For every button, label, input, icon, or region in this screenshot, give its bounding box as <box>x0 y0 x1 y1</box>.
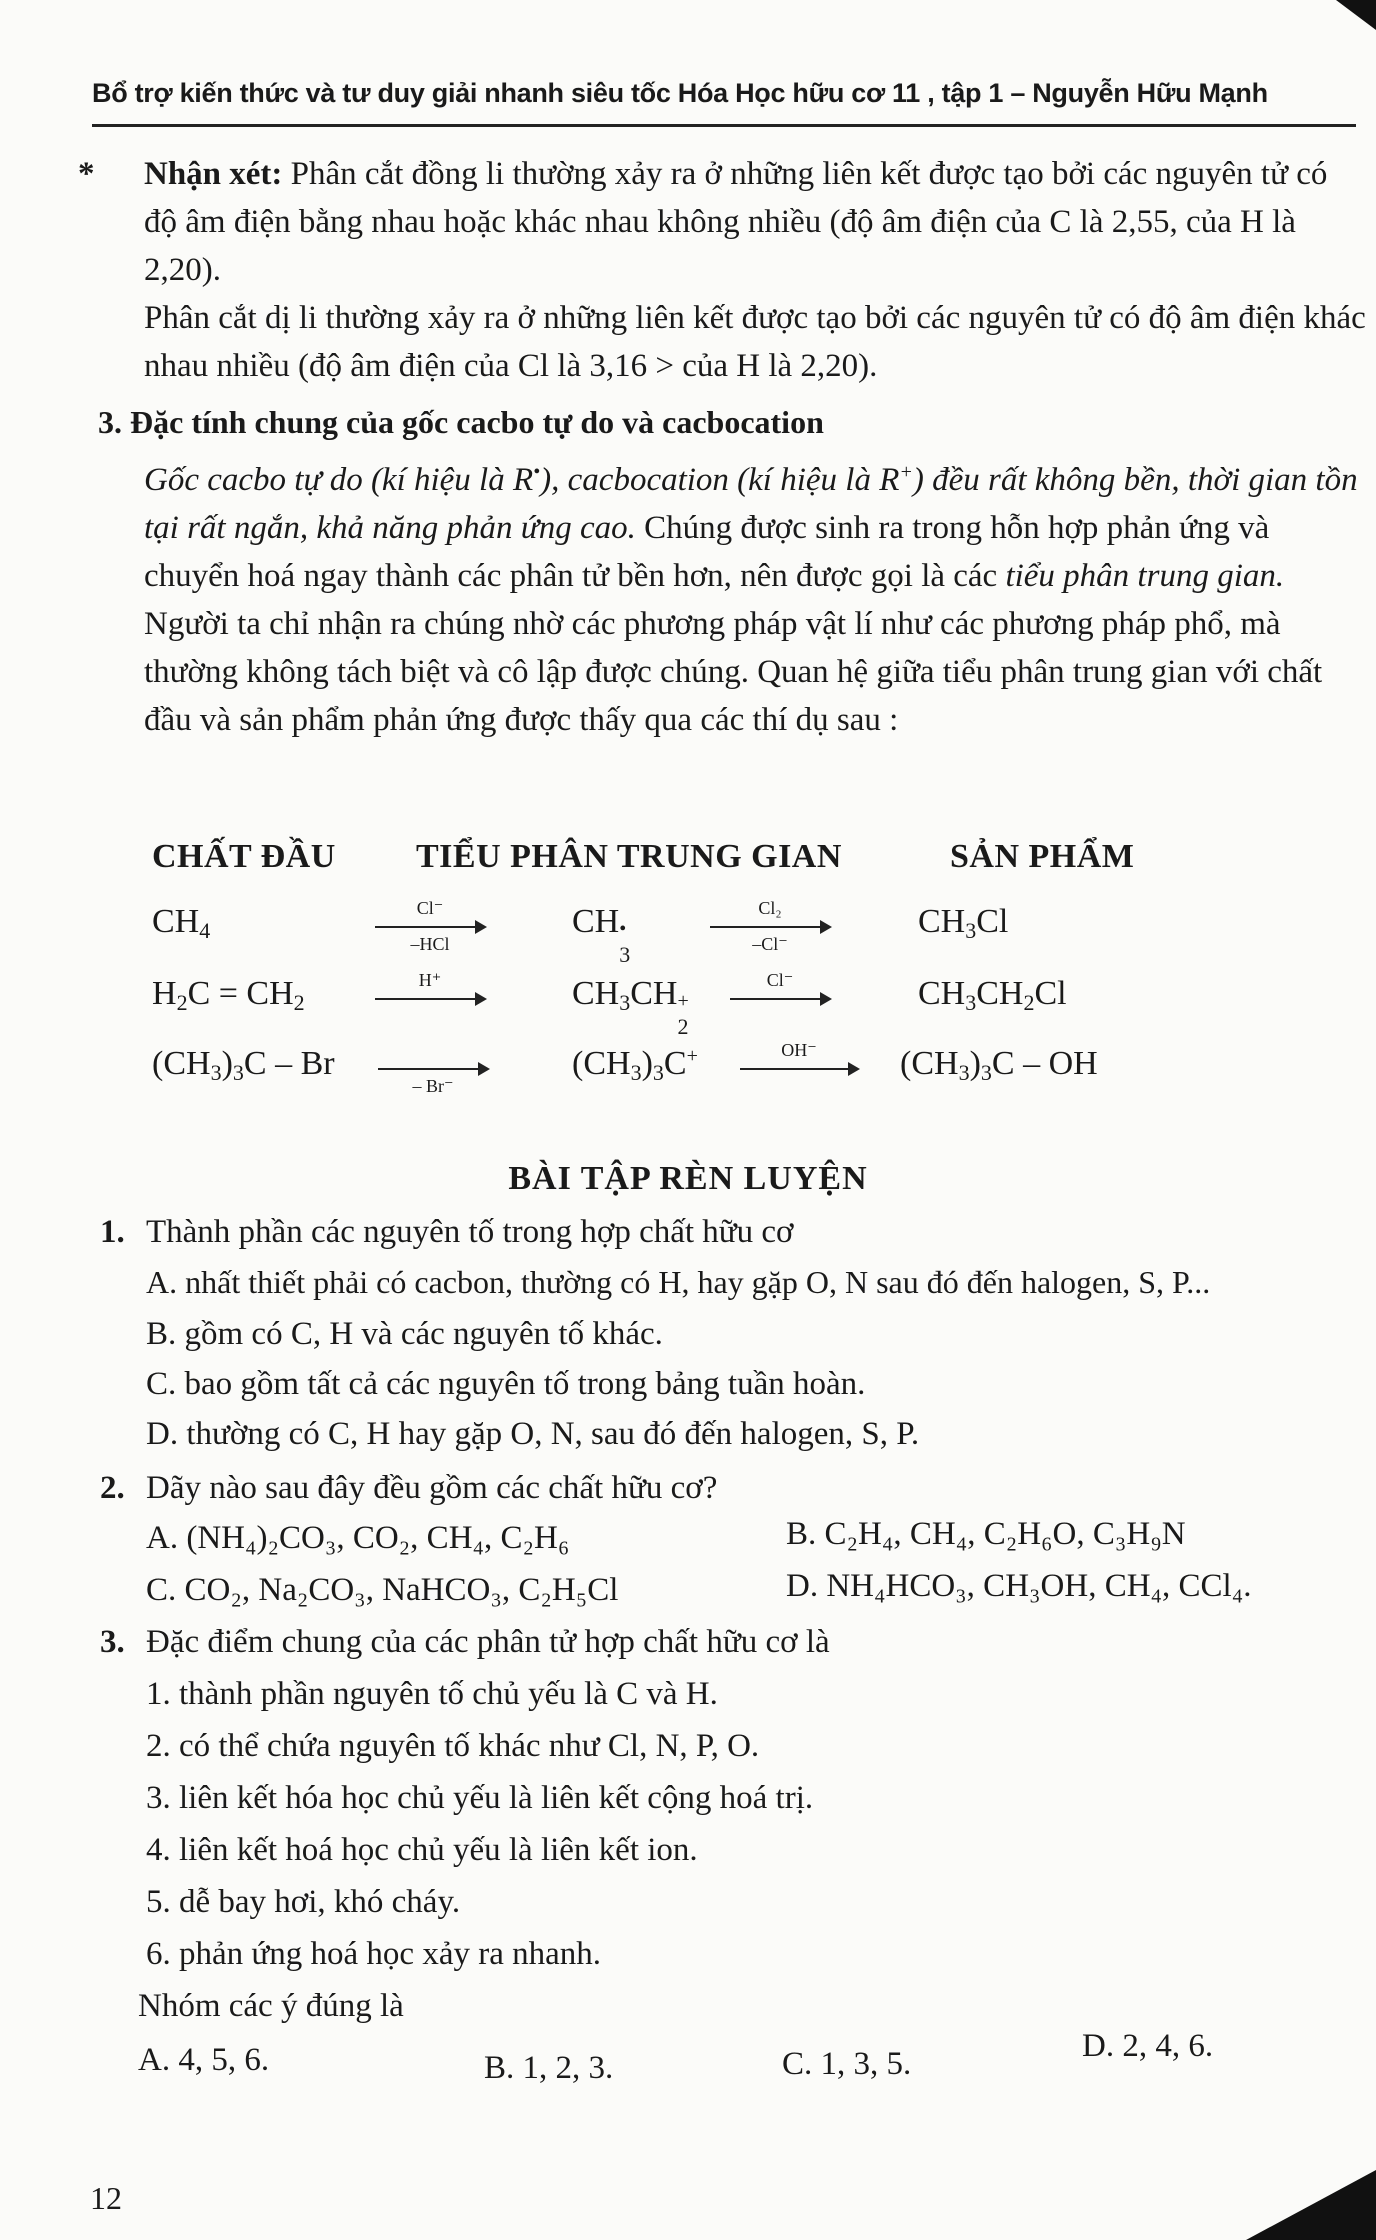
remark-bullet: * <box>78 156 95 192</box>
q3-item: 4. liên kết hoá học chủ yếu là liên kết ion. <box>146 1832 698 1868</box>
r1-arrow2-top: Cl₂ <box>758 898 782 918</box>
r3-arrow1 <box>378 1068 488 1070</box>
q3-item: 5. dễ bay hơi, khó cháy. <box>146 1884 461 1920</box>
q3-item: 1. thành phần nguyên tố chủ yếu là C và H. <box>146 1676 718 1712</box>
exercises-title: BÀI TẬP RÈN LUYỆN <box>508 1160 868 1197</box>
cation-symbol: + <box>899 461 913 483</box>
instability-text: ) đều rất không bền, thời gian tồn tại rất ngắn, khả năng phản ứng cao. <box>144 462 1358 546</box>
r3-arrow2-top: OH⁻ <box>781 1040 817 1060</box>
r1-product: $CH_3Cl$ <box>918 903 1009 943</box>
r1-arrow1 <box>375 926 485 928</box>
r2-intermediate: $CH_3CH$ + 2 <box>572 975 689 1039</box>
q3-item: 2. có thể chứa nguyên tố khác như Cl, N, P, O. <box>146 1728 760 1764</box>
intermediate-term: tiểu phân trung gian. <box>1005 558 1285 594</box>
detection-text: Người ta chỉ nhận ra chúng nhờ các phương pháp vật lí như các phương pháp phổ, mà thường không tách biệt và cô lập được chúng. Quan hệ giữa tiểu phân trung gian với chất đầu và sản phẩm phản ứng được thấy qua các thí dụ sau : <box>144 606 1323 738</box>
q3-option-c: C. 1, 3, 5. <box>782 2046 912 2082</box>
cation-text: ), cacbocation (kí hiệu là R <box>540 462 900 498</box>
remark-text-1: Phân cắt đồng li thường xảy ra ở những liên kết được tạo bởi các nguyên tử có độ âm điện bằng nhau hoặc khác nhau không nhiều (độ âm điện của C là 2,55, của H là 2,20). <box>144 156 1328 288</box>
page-corner-shadow-bottom <box>1246 2170 1376 2240</box>
q3-option-a: A. 4, 5, 6. <box>138 2042 270 2078</box>
r2-arrow1 <box>375 998 485 1000</box>
r1-arrow1-top: Cl⁻ <box>416 898 444 918</box>
r3-product: $(CH_3)_3C$ – OH <box>900 1045 1098 1085</box>
q3-item: 6. phản ứng hoá học xảy ra nhanh. <box>146 1936 602 1972</box>
q2-option-d: D. NH₄HCO₃, CH₃OH, CH₄, CCl₄. <box>786 1568 1252 1604</box>
col-head-product: SẢN PHẨM <box>950 838 1135 875</box>
r3-arrow2 <box>740 1068 858 1070</box>
r3-arrow1-bottom: – Br⁻ <box>412 1076 454 1096</box>
r3-intermediate: $(CH_3)_3C^+$ <box>572 1045 698 1085</box>
q3-option-b: B. 1, 2, 3. <box>484 2050 614 2086</box>
r1-arrow2-bottom: –Cl⁻ <box>752 934 788 954</box>
r3-start: $(CH_3)_3C$ – Br <box>152 1045 335 1085</box>
r1-intermediate: CH • 3 <box>572 903 631 967</box>
q1-option-a: A. nhất thiết phải có cacbon, thường có H, hay gặp O, N sau đó đến halogen, S, P... <box>146 1264 1211 1300</box>
q3-prompt: Nhóm các ý đúng là <box>138 1988 404 2024</box>
radical-symbol: • <box>533 461 541 483</box>
radical-text: Gốc cacbo tự do (kí hiệu là R <box>144 462 534 498</box>
r2-arrow2-top: Cl⁻ <box>766 970 794 990</box>
q2-text: Dãy nào sau đây đều gồm các chất hữu cơ? <box>146 1470 718 1506</box>
q1-number: 1. <box>100 1214 125 1250</box>
r2-arrow1-top: H⁺ <box>418 970 442 990</box>
header-rule <box>92 124 1356 127</box>
page-corner-shadow <box>1336 0 1376 30</box>
col-head-intermediate: TIỂU PHÂN TRUNG GIAN <box>416 838 842 875</box>
q3-number: 3. <box>100 1624 125 1660</box>
remark-label: Nhận xét: <box>144 156 283 192</box>
q1-text: Thành phần các nguyên tố trong hợp chất hữu cơ <box>146 1214 794 1250</box>
page-number: 12 <box>90 2180 122 2216</box>
remark-block <box>78 150 1368 390</box>
remark-text-2: Phân cắt dị li thường xảy ra ở những liên kết được tạo bởi các nguyên tử có độ âm điện khác nhau nhiều (độ âm điện của Cl là 3,16 > của H là 2,20). <box>144 300 1366 384</box>
running-header: Bổ trợ kiến thức và tư duy giải nhanh siêu tốc Hóa Học hữu cơ 11 , tập 1 – Nguyễn Hữu Mạnh <box>92 78 1268 108</box>
q2-number: 2. <box>100 1470 125 1506</box>
q1-option-c: C. bao gồm tất cả các nguyên tố trong bảng tuần hoàn. <box>146 1366 866 1402</box>
r1-arrow2 <box>710 926 830 928</box>
q1-option-b: B. gồm có C, H và các nguyên tố khác. <box>146 1316 663 1352</box>
q2-option-a: A. (NH₄)₂CO₃, CO₂, CH₄, C₂H₆ <box>146 1520 570 1556</box>
formation-text: Chúng được sinh ra trong hỗn hợp phản ứng và chuyển hoá ngay thành các phân tử bền hơn, nên được gọi là các <box>144 510 1270 594</box>
r2-arrow2 <box>730 998 830 1000</box>
q2-option-c: C. CO₂, Na₂CO₃, NaHCO₃, C₂H₅Cl <box>146 1572 619 1608</box>
r2-product: $CH_3CH_2Cl$ <box>918 975 1067 1015</box>
section-paragraph <box>144 448 1358 744</box>
q1-option-d: D. thường có C, H hay gặp O, N, sau đó đến halogen, S, P. <box>146 1416 920 1452</box>
q3-option-d: D. 2, 4, 6. <box>1082 2028 1214 2064</box>
section-heading: 3. Đặc tính chung của gốc cacbo tự do và cacbocation <box>98 404 824 440</box>
col-head-start: CHẤT ĐẦU <box>152 838 336 875</box>
r2-start: $H_2C = CH_2$ <box>152 975 305 1015</box>
q3-text: Đặc điểm chung của các phân tử hợp chất hữu cơ là <box>146 1624 830 1660</box>
q3-item: 3. liên kết hóa học chủ yếu là liên kết cộng hoá trị. <box>146 1780 814 1816</box>
r1-arrow1-bottom: –HCl <box>410 934 450 954</box>
r1-start: $CH_4$ <box>152 903 211 943</box>
q2-option-b: B. C₂H₄, CH₄, C₂H₆O, C₃H₉N <box>786 1516 1186 1552</box>
